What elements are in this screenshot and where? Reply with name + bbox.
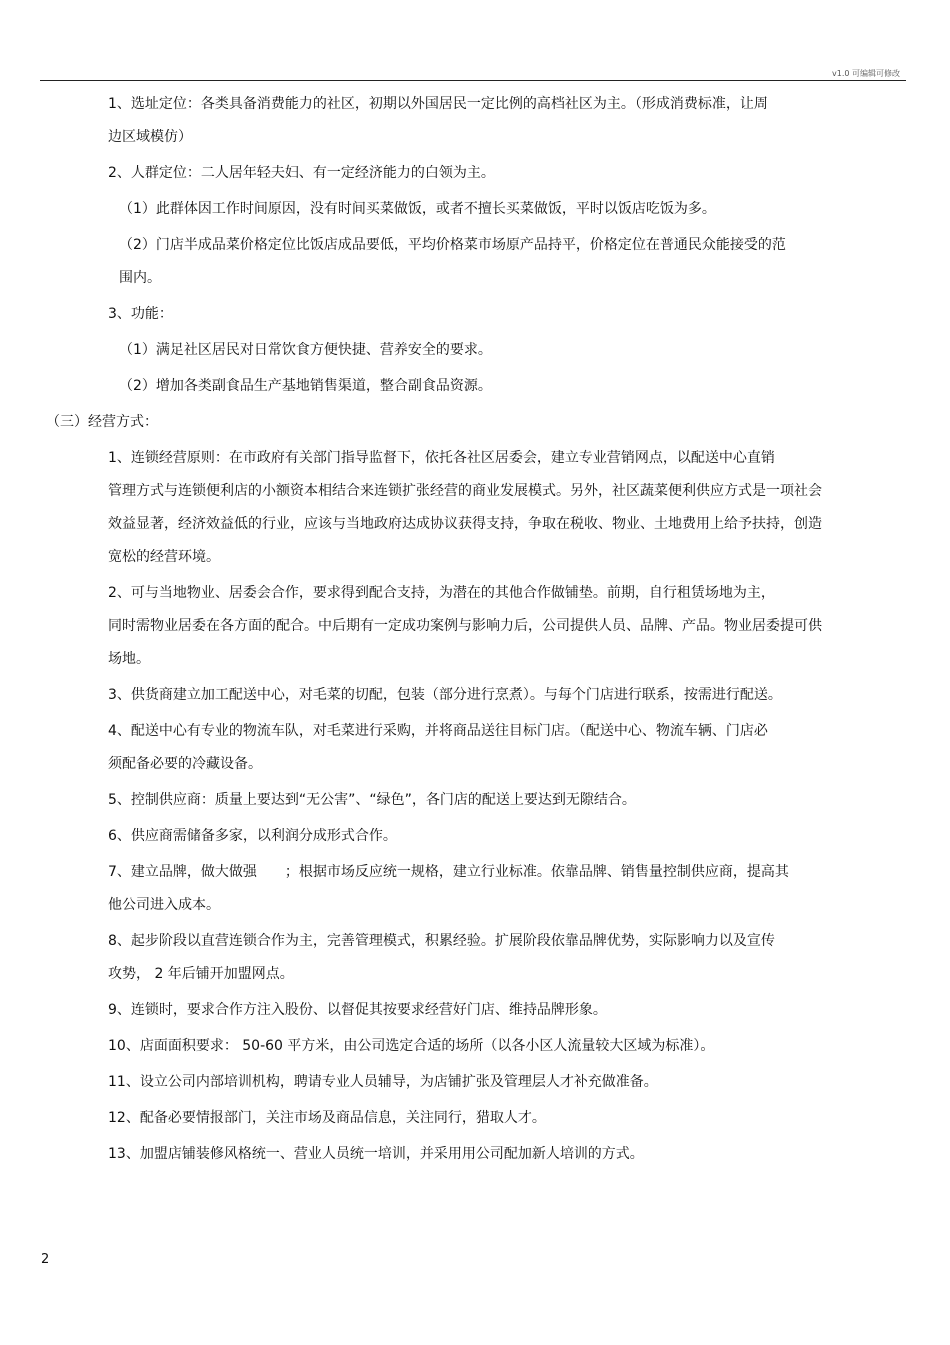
version-note: v1.0 可编辑可修改: [832, 69, 900, 78]
paragraph: [41, 442, 841, 574]
paragraph: [41, 856, 841, 922]
paragraph-line: 1、选址定位：各类具备消费能力的社区，初期以外国居民一定比例的高档社区为主。（形成消费标准，让周: [108, 96, 768, 112]
document-body: [41, 88, 841, 1174]
paragraph-line: 4、配送中心有专业的物流车队，对毛菜进行采购，并将商品送往目标门店。（配送中心、物流车辆、门店必: [108, 723, 768, 739]
paragraph: [41, 715, 841, 781]
paragraph: [41, 157, 841, 190]
paragraph: [41, 1030, 841, 1063]
page-number: 2: [41, 1252, 50, 1267]
paragraph-line: 同时需物业居委在各方面的配合。中后期有一定成功案例与影响力后，公司提供人员、品牌、产品。物业居委提可供: [108, 618, 822, 634]
paragraph: [41, 994, 841, 1027]
paragraph-line: 11、设立公司内部培训机构，聘请专业人员辅导，为店铺扩张及管理层人才补充做准备。: [108, 1074, 658, 1090]
paragraph-line: 宽松的经营环境。: [108, 549, 220, 565]
paragraph-line: 1、连锁经营原则：在市政府有关部门指导监督下，依托各社区居委会，建立专业营销网点，以配送中心直销: [108, 450, 775, 466]
paragraph-line: （三）经营方式：: [46, 414, 158, 430]
paragraph-line: 2、可与当地物业、居委会合作，要求得到配合支持，为潜在的其他合作做铺垫。前期，自行租赁场地为主，: [108, 585, 775, 601]
paragraph: [41, 679, 841, 712]
paragraph: [41, 1102, 841, 1135]
paragraph-line: （2）增加各类副食品生产基地销售渠道，整合副食品资源。: [119, 378, 492, 394]
paragraph: [41, 370, 841, 403]
paragraph: [41, 406, 841, 439]
paragraph: [41, 298, 841, 331]
paragraph-line: （2）门店半成品菜价格定位比饭店成品要低，平均价格菜市场原产品持平，价格定位在普通民众能接受的范: [119, 237, 786, 253]
paragraph-line: 8、起步阶段以直营连锁合作为主，完善管理模式，积累经验。扩展阶段依靠品牌优势，实际影响力以及宣传: [108, 933, 775, 949]
paragraph-line: 6、供应商需储备多家，以利润分成形式合作。: [108, 828, 397, 844]
paragraph-line: 13、加盟店铺装修风格统一、营业人员统一培训，并采用用公司配加新人培训的方式。: [108, 1146, 644, 1162]
paragraph-line: 边区域模仿）: [108, 129, 192, 145]
paragraph: [41, 784, 841, 817]
paragraph-line: 10、店面面积要求： 50-60 平方米，由公司选定合适的场所（以各小区人流量较大区域为标准）。: [108, 1038, 715, 1054]
paragraph: [41, 229, 841, 295]
paragraph-line: 5、控制供应商：质量上要达到“无公害”、“绿色”，各门店的配送上要达到无隙结合。: [108, 792, 636, 808]
paragraph-line: （1）此群体因工作时间原因，没有时间买菜做饭，或者不擅长买菜做饭，平时以饭店吃饭为多。: [119, 201, 716, 217]
paragraph: [41, 1066, 841, 1099]
paragraph: [41, 577, 841, 676]
paragraph-line: 围内。: [119, 270, 161, 286]
paragraph-line: 2、人群定位：二人居年轻夫妇、有一定经济能力的白领为主。: [108, 165, 495, 181]
paragraph-line: 3、功能：: [108, 306, 173, 322]
paragraph: [41, 1138, 841, 1171]
header-divider: [40, 80, 906, 81]
paragraph-line: 7、建立品牌，做大做强 ；根据市场反应统一规格，建立行业标准。依靠品牌、销售量控制供应商，提高其: [108, 864, 789, 880]
paragraph: [41, 193, 841, 226]
paragraph: [41, 334, 841, 367]
paragraph-line: 他公司进入成本。: [108, 897, 220, 913]
paragraph-line: 场地。: [108, 651, 150, 667]
paragraph-line: 攻势， 2 年后铺开加盟网点。: [108, 966, 294, 982]
paragraph-line: 12、配备必要情报部门，关注市场及商品信息，关注同行，猎取人才。: [108, 1110, 546, 1126]
paragraph-line: 须配备必要的冷藏设备。: [108, 756, 262, 772]
paragraph-line: 9、连锁时，要求合作方注入股份、以督促其按要求经营好门店、维持品牌形象。: [108, 1002, 607, 1018]
paragraph: [41, 925, 841, 991]
paragraph-line: 3、供货商建立加工配送中心，对毛菜的切配，包装（部分进行烹煮）。与每个门店进行联系，按需进行配送。: [108, 687, 782, 703]
paragraph: [41, 820, 841, 853]
paragraph-line: 效益显著，经济效益低的行业，应该与当地政府达成协议获得支持，争取在税收、物业、土地费用上给予扶持，创造: [108, 516, 822, 532]
paragraph-line: （1）满足社区居民对日常饮食方便快捷、营养安全的要求。: [119, 342, 492, 358]
paragraph: [41, 88, 841, 154]
paragraph-line: 管理方式与连锁便利店的小额资本相结合来连锁扩张经营的商业发展模式。另外，社区蔬菜便利供应方式是一项社会: [108, 483, 822, 499]
